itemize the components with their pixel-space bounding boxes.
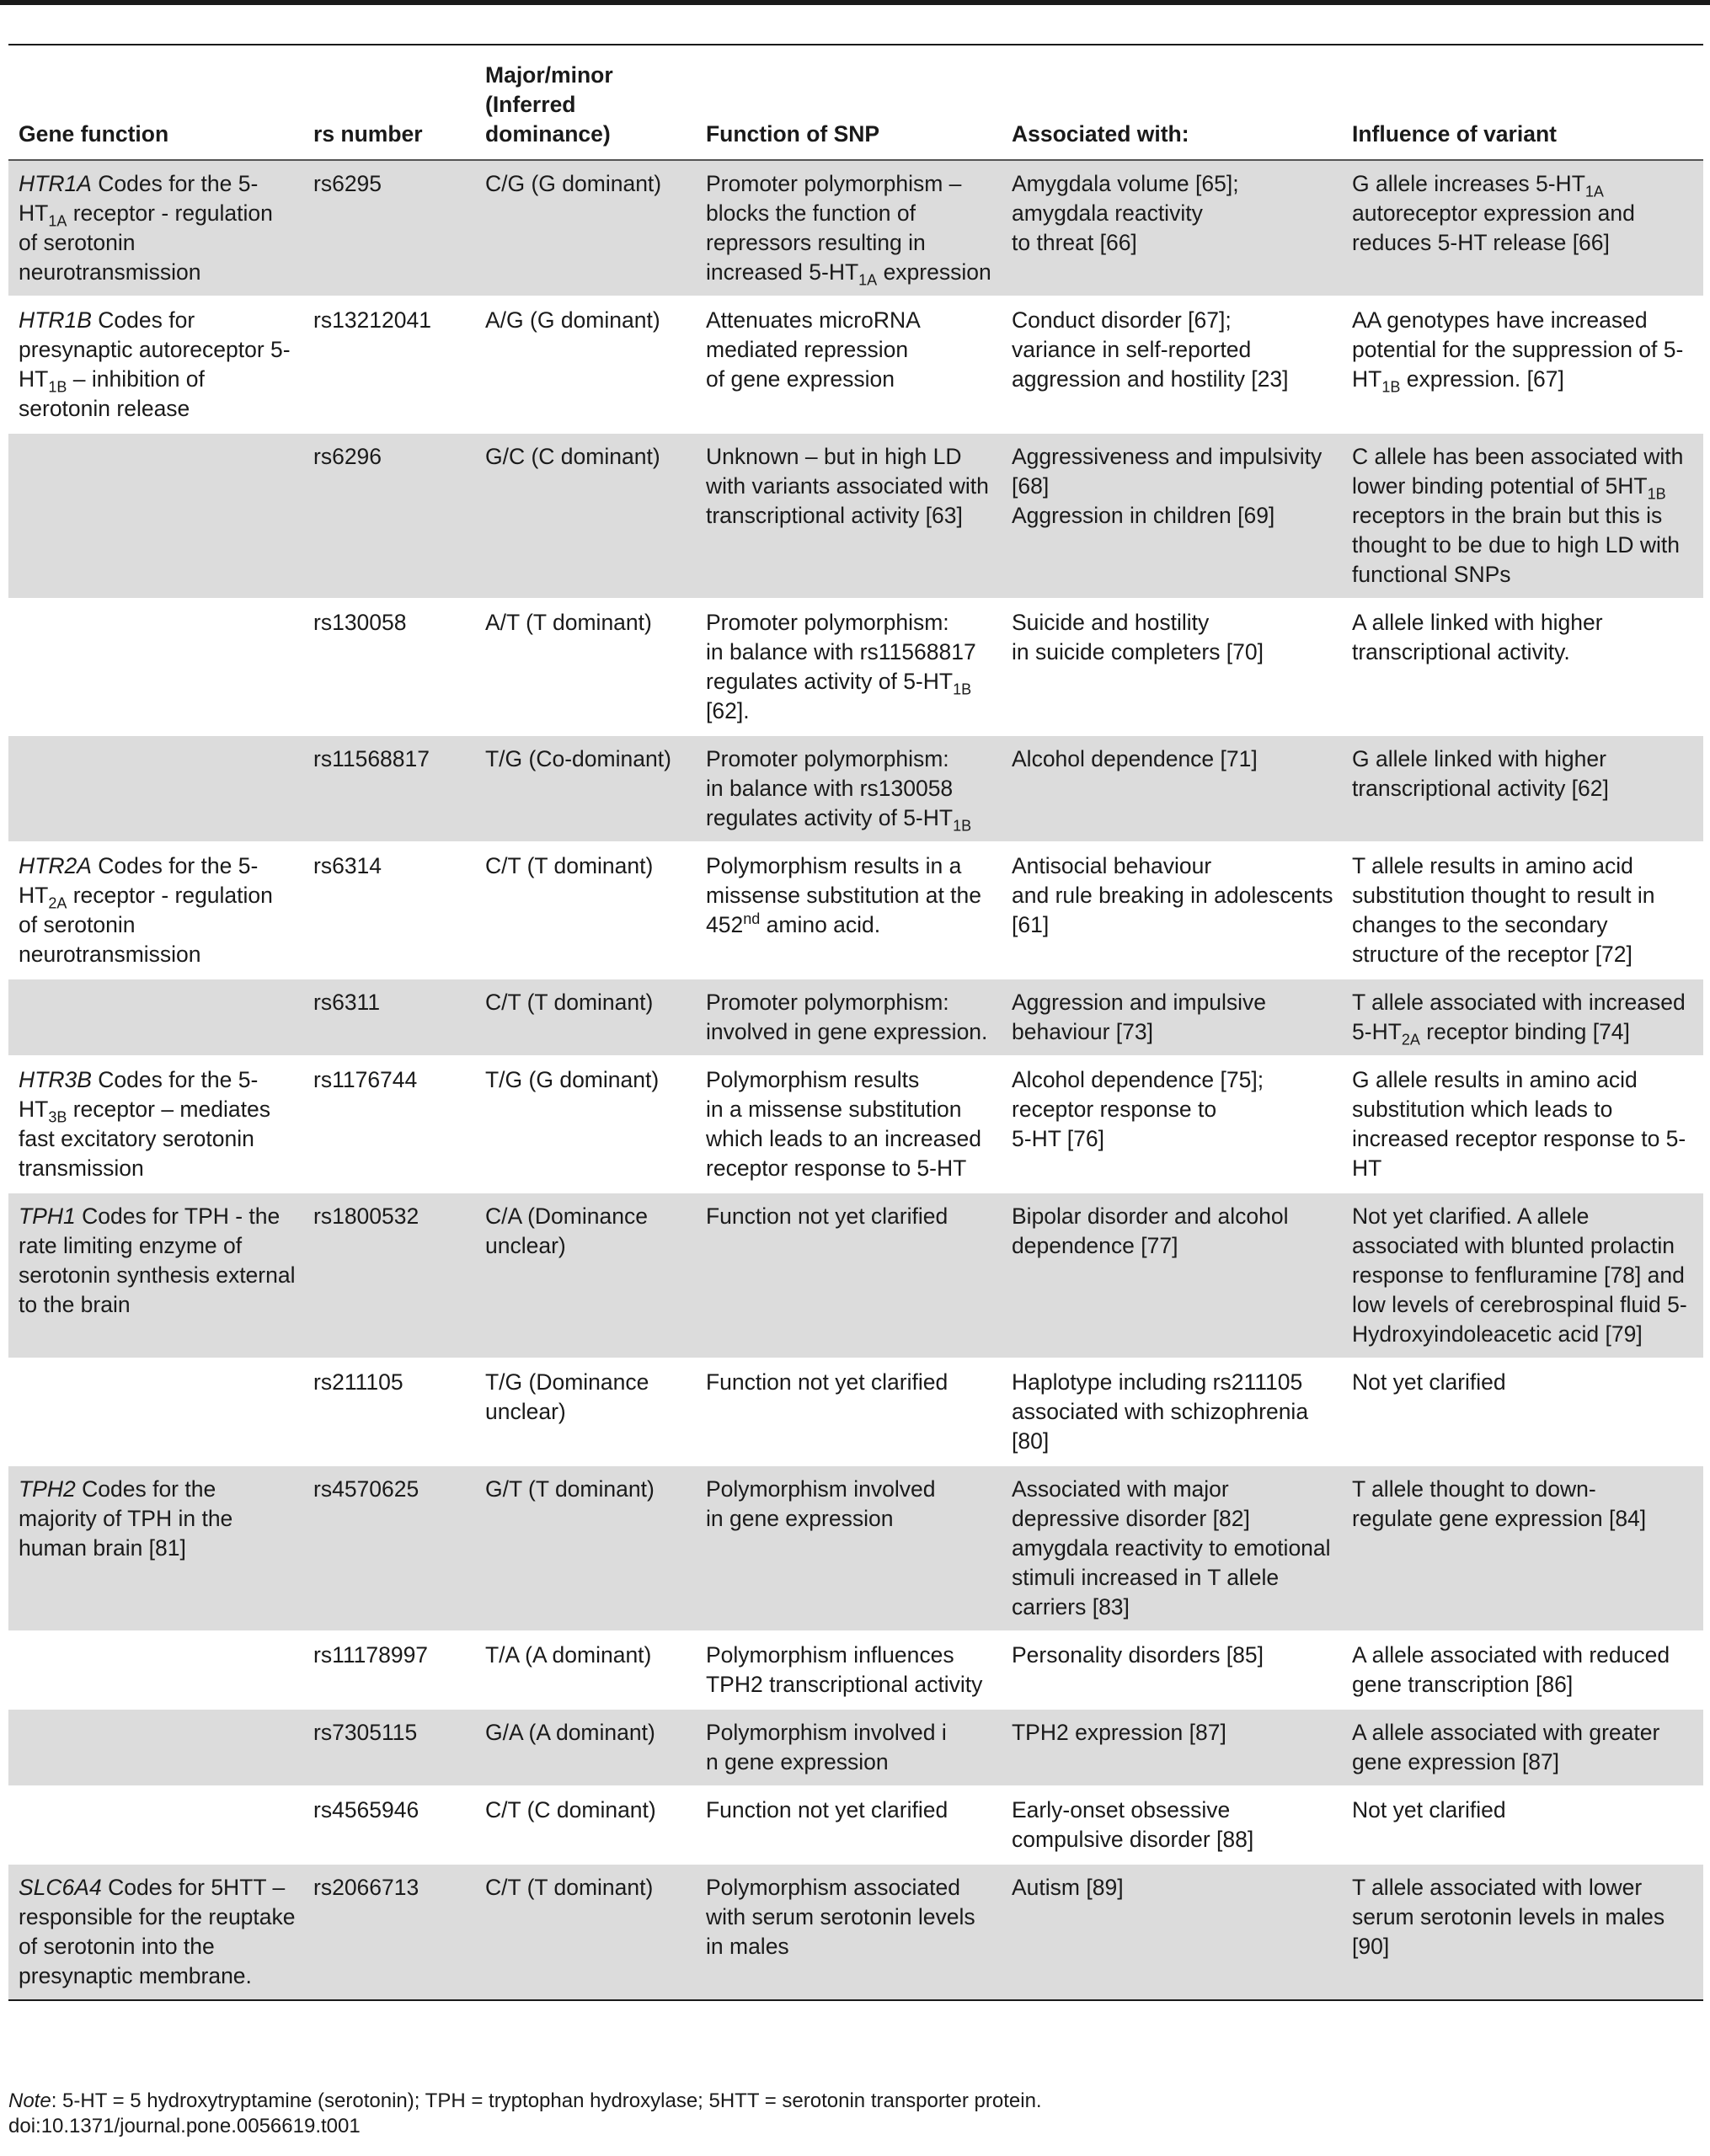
cell-function-of-snp: Function not yet clarified — [696, 1786, 1002, 1864]
cell-function-of-snp: Promoter polymorphism: in balance with rs11568817 regulates activity of $5-HT_{1B}$ [62]. — [696, 599, 1002, 735]
table-row — [8, 433, 1703, 599]
cell-associated-with: Alcohol dependence [75]; receptor response to 5-HT [76] — [1002, 1056, 1342, 1193]
table-row — [8, 842, 1703, 979]
cell-gene-function — [8, 1709, 303, 1786]
cell-gene-function — [8, 1864, 303, 2000]
cell-rs-number: rs6314 — [303, 842, 475, 979]
cell-rs-number: rs4570625 — [303, 1465, 475, 1631]
cell-associated-with: Haplotype including rs211105 associated with schizophrenia [80] — [1002, 1358, 1342, 1465]
table-row — [8, 1786, 1703, 1864]
cell-gene-function — [8, 842, 303, 979]
cell-gene-function — [8, 1056, 303, 1193]
cell-rs-number: rs6311 — [303, 979, 475, 1056]
cell-function-of-snp: Function not yet clarified — [696, 1193, 1002, 1358]
cell-function-of-snp: Polymorphism involved i n gene expression — [696, 1709, 1002, 1786]
cell-rs-number: rs6296 — [303, 433, 475, 599]
cell-associated-with: Aggressiveness and impulsivity [68] Aggression in children [69] — [1002, 433, 1342, 599]
cell-rs-number: rs4565946 — [303, 1786, 475, 1864]
cell-influence-of-variant: Not yet clarified — [1342, 1786, 1703, 1864]
table-row — [8, 1864, 1703, 2000]
table-row — [8, 735, 1703, 842]
table-row — [8, 1056, 1703, 1193]
gene-name: HTR1A — [19, 171, 92, 196]
cell-major-minor: T/A (A dominant) — [475, 1631, 696, 1709]
cell-influence-of-variant: AA genotypes have increased potential for the suppression of $5-HT_{1B}$ expression. [67] — [1342, 296, 1703, 433]
cell-major-minor: C/T (T dominant) — [475, 979, 696, 1056]
cell-major-minor: C/T (T dominant) — [475, 1864, 696, 2000]
cell-influence-of-variant: T allele associated with lower serum serotonin levels in males [90] — [1342, 1864, 1703, 2000]
cell-influence-of-variant: A allele associated with greater gene expression [87] — [1342, 1709, 1703, 1786]
gene-name: HTR2A — [19, 853, 92, 878]
cell-associated-with: Personality disorders [85] — [1002, 1631, 1342, 1709]
cell-major-minor: A/T (T dominant) — [475, 599, 696, 735]
note-text: : 5-HT = 5 hydroxytryptamine (serotonin); TPH = tryptophan hydroxylase; 5HTT = serotonin transporter protein. — [51, 2089, 1042, 2112]
header-gene-function: Gene function — [8, 45, 303, 160]
cell-major-minor: C/A (Dominance unclear) — [475, 1193, 696, 1358]
gene-description: Codes for 5HTT – responsible for the reuptake of serotonin into the presynaptic membrane. — [19, 1875, 296, 1988]
cell-influence-of-variant: G allele increases $5-HT_{1A}$ autoreceptor expression and reduces 5-HT release [66] — [1342, 160, 1703, 296]
cell-major-minor: T/G (Co-dominant) — [475, 735, 696, 842]
cell-rs-number: rs1176744 — [303, 1056, 475, 1193]
cell-gene-function — [8, 160, 303, 296]
cell-major-minor: T/G (Dominance unclear) — [475, 1358, 696, 1465]
cell-associated-with: Autism [89] — [1002, 1864, 1342, 2000]
cell-function-of-snp: Function not yet clarified — [696, 1358, 1002, 1465]
gene-description: Codes for the $5-HT_{3B}$ receptor – mediates fast excitatory serotonin transmission — [19, 1067, 270, 1181]
cell-influence-of-variant: A allele linked with higher transcriptional activity. — [1342, 599, 1703, 735]
gene-description: Codes for the majority of TPH in the human brain [81] — [19, 1476, 233, 1561]
cell-function-of-snp: Polymorphism involved in gene expression — [696, 1465, 1002, 1631]
table-row — [8, 1358, 1703, 1465]
cell-major-minor: G/C (C dominant) — [475, 433, 696, 599]
cell-function-of-snp: Promoter polymorphism: in balance with rs130058 regulates activity of $5-HT_{1B}$ — [696, 735, 1002, 842]
snp-table — [8, 44, 1703, 2001]
cell-major-minor: G/A (A dominant) — [475, 1709, 696, 1786]
cell-function-of-snp: Attenuates microRNA mediated repression of gene expression — [696, 296, 1002, 433]
note-line — [8, 2089, 1042, 2114]
cell-gene-function — [8, 296, 303, 433]
cell-rs-number: rs130058 — [303, 599, 475, 735]
cell-associated-with: Aggression and impulsive behaviour [73] — [1002, 979, 1342, 1056]
cell-gene-function — [8, 599, 303, 735]
cell-function-of-snp: Polymorphism associated with serum serotonin levels in males — [696, 1864, 1002, 2000]
header-major-minor: Major/minor (Inferred dominance) — [475, 45, 696, 160]
table-note — [8, 2089, 1042, 2139]
cell-function-of-snp: Unknown – but in high LD with variants associated with transcriptional activity [63] — [696, 433, 1002, 599]
snp-table-wrapper — [8, 44, 1703, 2001]
cell-major-minor: T/G (G dominant) — [475, 1056, 696, 1193]
cell-influence-of-variant: T allele thought to down- regulate gene expression [84] — [1342, 1465, 1703, 1631]
gene-description: Codes for the $5-HT_{2A}$ receptor - regulation of serotonin neurotransmission — [19, 853, 273, 967]
cell-rs-number: rs1800532 — [303, 1193, 475, 1358]
gene-name: TPH2 — [19, 1476, 76, 1502]
table-row — [8, 979, 1703, 1056]
cell-influence-of-variant: Not yet clarified — [1342, 1358, 1703, 1465]
table-row — [8, 1631, 1703, 1709]
table-row — [8, 1465, 1703, 1631]
cell-major-minor: C/T (T dominant) — [475, 842, 696, 979]
cell-associated-with: Antisocial behaviour and rule breaking in adolescents [61] — [1002, 842, 1342, 979]
cell-rs-number: rs2066713 — [303, 1864, 475, 2000]
header-rs-number: rs number — [303, 45, 475, 160]
cell-influence-of-variant: C allele has been associated with lower binding potential of $5HT_{1B}$ receptors in the brain but this is thought to be due to high LD with functional SNPs — [1342, 433, 1703, 599]
table-row — [8, 1193, 1703, 1358]
table-row — [8, 160, 1703, 296]
gene-name: TPH1 — [19, 1203, 76, 1229]
table-row — [8, 1709, 1703, 1786]
cell-rs-number: rs6295 — [303, 160, 475, 296]
cell-associated-with: Conduct disorder [67]; variance in self-reported aggression and hostility [23] — [1002, 296, 1342, 433]
cell-gene-function — [8, 1465, 303, 1631]
cell-influence-of-variant: G allele linked with higher transcriptional activity [62] — [1342, 735, 1703, 842]
cell-gene-function — [8, 979, 303, 1056]
cell-function-of-snp: Polymorphism results in a missense substitution which leads to an increased receptor response to 5-HT — [696, 1056, 1002, 1193]
cell-rs-number: rs11568817 — [303, 735, 475, 842]
header-function-of-snp: Function of SNP — [696, 45, 1002, 160]
gene-name: SLC6A4 — [19, 1875, 102, 1900]
gene-description: Codes for presynaptic autoreceptor $5-HT_{1B}$ – inhibition of serotonin release — [19, 307, 291, 421]
cell-gene-function — [8, 1631, 303, 1709]
cell-gene-function — [8, 433, 303, 599]
cell-associated-with: Amygdala volume [65]; amygdala reactivity to threat [66] — [1002, 160, 1342, 296]
cell-major-minor: C/G (G dominant) — [475, 160, 696, 296]
cell-associated-with: Suicide and hostility in suicide completers [70] — [1002, 599, 1342, 735]
cell-rs-number: rs211105 — [303, 1358, 475, 1465]
cell-associated-with: Associated with major depressive disorder [82] amygdala reactivity to emotional stimuli increased in T allele carriers [83] — [1002, 1465, 1342, 1631]
cell-function-of-snp: Promoter polymorphism: involved in gene expression. — [696, 979, 1002, 1056]
cell-gene-function — [8, 735, 303, 842]
cell-associated-with: Early-onset obsessive compulsive disorder [88] — [1002, 1786, 1342, 1864]
cell-function-of-snp: Polymorphism results in a missense substitution at the 452nd amino acid. — [696, 842, 1002, 979]
cell-major-minor: G/T (T dominant) — [475, 1465, 696, 1631]
cell-influence-of-variant: Not yet clarified. A allele associated with blunted prolactin response to fenfluramine [78] and low levels of cerebrospinal fluid 5-Hydroxyindoleacetic acid [79] — [1342, 1193, 1703, 1358]
cell-function-of-snp: Polymorphism influences TPH2 transcriptional activity — [696, 1631, 1002, 1709]
cell-major-minor: C/T (C dominant) — [475, 1786, 696, 1864]
cell-rs-number: rs7305115 — [303, 1709, 475, 1786]
cell-major-minor: A/G (G dominant) — [475, 296, 696, 433]
header-row — [8, 45, 1703, 160]
table-body — [8, 160, 1703, 2000]
top-rule — [0, 0, 1710, 5]
cell-associated-with: TPH2 expression [87] — [1002, 1709, 1342, 1786]
header-associated-with: Associated with: — [1002, 45, 1342, 160]
cell-function-of-snp: Promoter polymorphism – blocks the function of repressors resulting in increased $5-HT_{1A}$ expression — [696, 160, 1002, 296]
gene-description: Codes for the $5-HT_{1A}$ receptor - regulation of serotonin neurotransmission — [19, 171, 273, 285]
cell-gene-function — [8, 1786, 303, 1864]
gene-name: HTR1B — [19, 307, 92, 333]
cell-associated-with: Alcohol dependence [71] — [1002, 735, 1342, 842]
cell-associated-with: Bipolar disorder and alcohol dependence [77] — [1002, 1193, 1342, 1358]
cell-influence-of-variant: A allele associated with reduced gene transcription [86] — [1342, 1631, 1703, 1709]
header-influence-of-variant: Influence of variant — [1342, 45, 1703, 160]
cell-influence-of-variant: G allele results in amino acid substitution which leads to increased receptor response to 5-HT — [1342, 1056, 1703, 1193]
cell-gene-function — [8, 1358, 303, 1465]
cell-influence-of-variant: T allele associated with increased $5-HT_{2A}$ receptor binding [74] — [1342, 979, 1703, 1056]
table-row — [8, 599, 1703, 735]
note-label: Note — [8, 2089, 51, 2112]
table-row — [8, 296, 1703, 433]
gene-name: HTR3B — [19, 1067, 92, 1092]
gene-description: Codes for TPH - the rate limiting enzyme of serotonin synthesis external to the brain — [19, 1203, 296, 1317]
cell-rs-number: rs11178997 — [303, 1631, 475, 1709]
cell-rs-number: rs13212041 — [303, 296, 475, 433]
cell-gene-function — [8, 1193, 303, 1358]
doi-line: doi:10.1371/journal.pone.0056619.t001 — [8, 2115, 361, 2137]
cell-influence-of-variant: T allele results in amino acid substitution thought to result in changes to the secondary structure of the receptor [72] — [1342, 842, 1703, 979]
